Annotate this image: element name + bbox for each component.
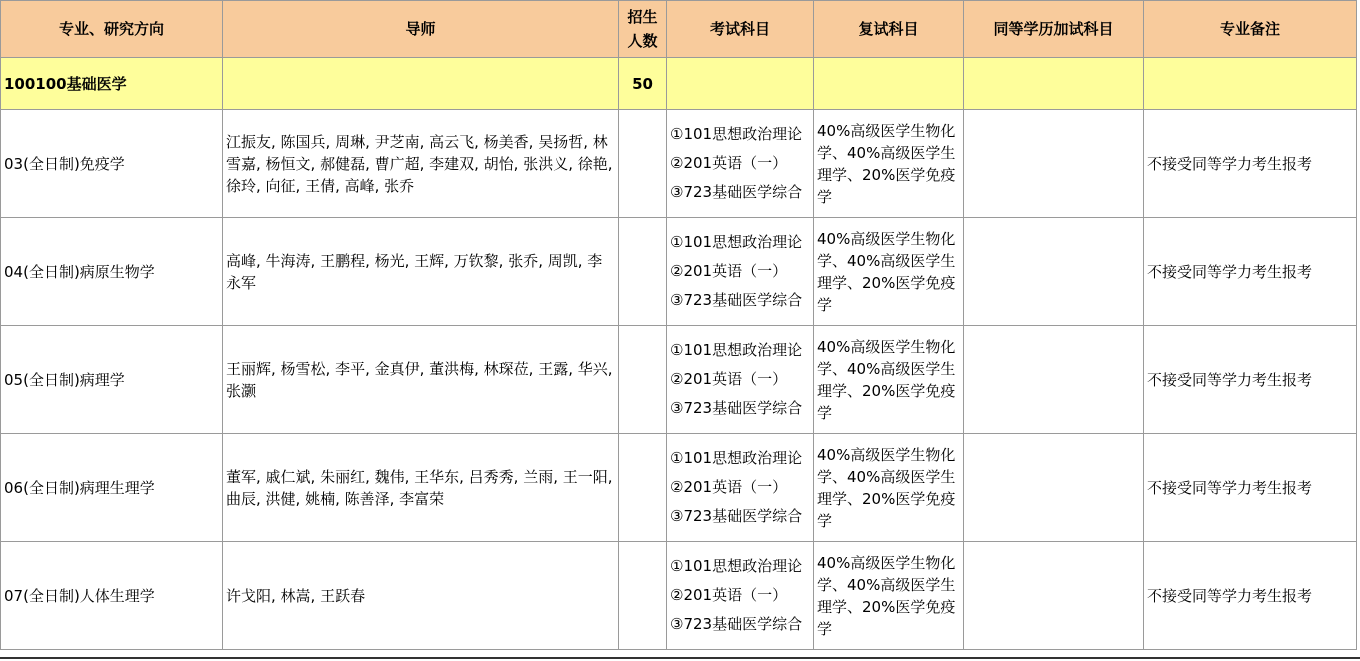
exam-subject-3: ③723基础医学综合 <box>670 291 803 309</box>
exam-subject-1: ①101思想政治理论 <box>670 557 803 575</box>
exam-cell[interactable] <box>667 542 814 650</box>
exam-subject-3: ③723基础医学综合 <box>670 507 803 525</box>
advisors-cell[interactable]: 高峰, 牛海涛, 王鹏程, 杨光, 王辉, 万钦黎, 张乔, 周凯, 李永军 <box>223 218 619 326</box>
group-remark[interactable] <box>1144 58 1357 110</box>
advisors-cell[interactable]: 许戈阳, 林嵩, 王跃春 <box>223 542 619 650</box>
exam-subject-3: ③723基础医学综合 <box>670 615 803 633</box>
remark-cell[interactable]: 不接受同等学力考生报考 <box>1144 110 1357 218</box>
enrollment-cell[interactable] <box>619 434 667 542</box>
header-retest[interactable]: 复试科目 <box>814 1 964 58</box>
extra-cell[interactable] <box>964 434 1144 542</box>
table-row <box>1 218 1357 326</box>
header-remark[interactable]: 专业备注 <box>1144 1 1357 58</box>
extra-cell[interactable] <box>964 218 1144 326</box>
advisors-cell[interactable]: 董军, 戚仁斌, 朱丽红, 魏伟, 王华东, 吕秀秀, 兰雨, 王一阳, 曲辰, 洪健, 姚楠, 陈善泽, 李富荣 <box>223 434 619 542</box>
enrollment-cell[interactable] <box>619 326 667 434</box>
major-cell[interactable]: 05(全日制)病理学 <box>1 326 223 434</box>
extra-cell[interactable] <box>964 110 1144 218</box>
retest-cell[interactable]: 40%高级医学生物化学、40%高级医学生理学、20%医学免疫学 <box>814 326 964 434</box>
exam-subject-1: ①101思想政治理论 <box>670 233 803 251</box>
exam-subject-2: ②201英语（一） <box>670 586 788 604</box>
exam-subject-1: ①101思想政治理论 <box>670 125 803 143</box>
exam-cell[interactable] <box>667 110 814 218</box>
exam-subject-2: ②201英语（一） <box>670 370 788 388</box>
enrollment-cell[interactable] <box>619 110 667 218</box>
header-advisors[interactable]: 导师 <box>223 1 619 58</box>
retest-cell[interactable]: 40%高级医学生物化学、40%高级医学生理学、20%医学免疫学 <box>814 218 964 326</box>
header-enrollment-line2: 人数 <box>627 32 658 50</box>
group-enrollment[interactable]: 50 <box>619 58 667 110</box>
exam-subject-3: ③723基础医学综合 <box>670 399 803 417</box>
table-row <box>1 434 1357 542</box>
header-enrollment[interactable] <box>619 1 667 58</box>
enrollment-cell[interactable] <box>619 542 667 650</box>
major-cell[interactable]: 03(全日制)免疫学 <box>1 110 223 218</box>
advisors-cell[interactable]: 王丽辉, 杨雪松, 李平, 金真伊, 董洪梅, 林琛莅, 王露, 华兴, 张灏 <box>223 326 619 434</box>
extra-cell[interactable] <box>964 326 1144 434</box>
group-advisors[interactable] <box>223 58 619 110</box>
header-exam[interactable]: 考试科目 <box>667 1 814 58</box>
group-extra[interactable] <box>964 58 1144 110</box>
exam-subject-1: ①101思想政治理论 <box>670 341 803 359</box>
enrollment-cell[interactable] <box>619 218 667 326</box>
group-row <box>1 58 1357 110</box>
remark-cell[interactable]: 不接受同等学力考生报考 <box>1144 326 1357 434</box>
retest-cell[interactable]: 40%高级医学生物化学、40%高级医学生理学、20%医学免疫学 <box>814 542 964 650</box>
major-cell[interactable]: 04(全日制)病原生物学 <box>1 218 223 326</box>
header-row <box>1 1 1357 58</box>
remark-cell[interactable]: 不接受同等学力考生报考 <box>1144 434 1357 542</box>
header-enrollment-line1: 招生 <box>627 8 658 26</box>
table-row <box>1 110 1357 218</box>
exam-subject-2: ②201英语（一） <box>670 262 788 280</box>
exam-cell[interactable] <box>667 218 814 326</box>
retest-cell[interactable]: 40%高级医学生物化学、40%高级医学生理学、20%医学免疫学 <box>814 434 964 542</box>
header-extra[interactable]: 同等学历加试科目 <box>964 1 1144 58</box>
remark-cell[interactable]: 不接受同等学力考生报考 <box>1144 218 1357 326</box>
exam-subject-2: ②201英语（一） <box>670 478 788 496</box>
extra-cell[interactable] <box>964 542 1144 650</box>
advisors-cell[interactable]: 江振友, 陈国兵, 周琳, 尹芝南, 高云飞, 杨美香, 吴扬哲, 林雪嘉, 杨恒文, 郝健磊, 曹广超, 李建双, 胡怡, 张洪义, 徐艳, 徐玲, 向征, 王倩, 高峰, 张乔 <box>223 110 619 218</box>
group-exam[interactable] <box>667 58 814 110</box>
exam-subject-1: ①101思想政治理论 <box>670 449 803 467</box>
exam-cell[interactable] <box>667 326 814 434</box>
major-cell[interactable]: 06(全日制)病理生理学 <box>1 434 223 542</box>
retest-cell[interactable]: 40%高级医学生物化学、40%高级医学生理学、20%医学免疫学 <box>814 110 964 218</box>
remark-cell[interactable]: 不接受同等学力考生报考 <box>1144 542 1357 650</box>
bottom-border <box>0 657 1360 659</box>
table-row <box>1 542 1357 650</box>
table-row <box>1 326 1357 434</box>
exam-subject-3: ③723基础医学综合 <box>670 183 803 201</box>
group-retest[interactable] <box>814 58 964 110</box>
major-cell[interactable]: 07(全日制)人体生理学 <box>1 542 223 650</box>
exam-cell[interactable] <box>667 434 814 542</box>
group-major[interactable]: 100100基础医学 <box>1 58 223 110</box>
header-major[interactable]: 专业、研究方向 <box>1 1 223 58</box>
exam-subject-2: ②201英语（一） <box>670 154 788 172</box>
